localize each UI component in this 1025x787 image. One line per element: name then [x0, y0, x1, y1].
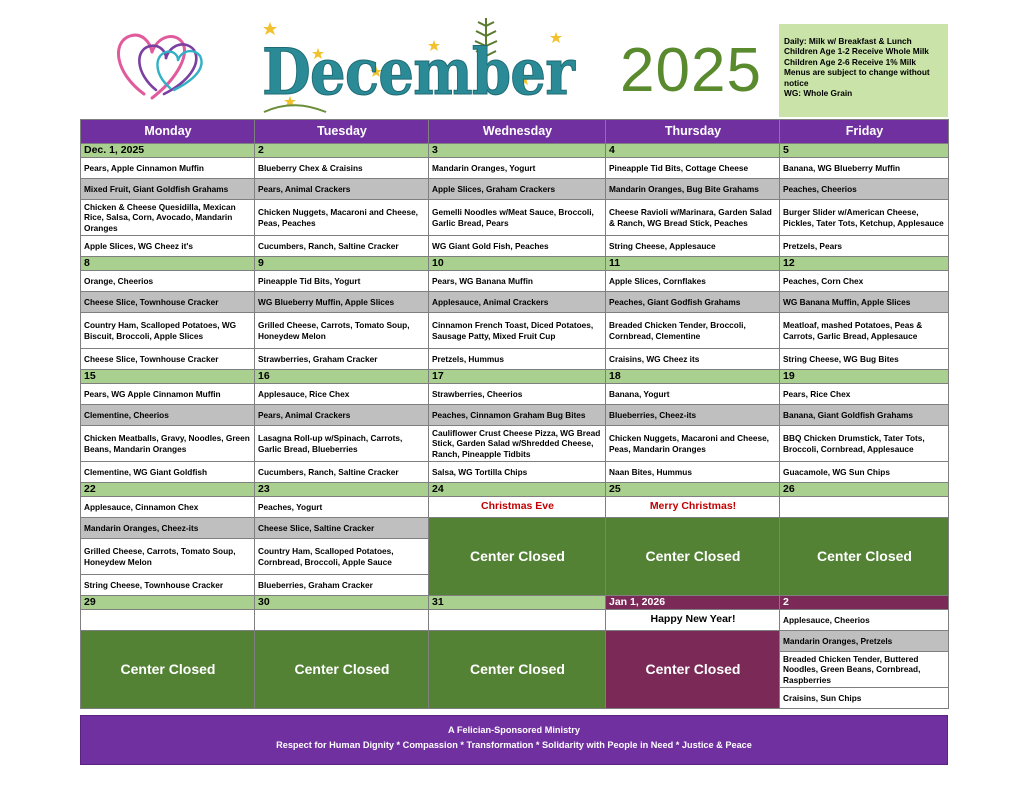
- breakfast-row: [81, 384, 949, 405]
- menu-cell: Guacamole, WG Sun Chips: [780, 462, 949, 483]
- snack-row: [81, 405, 949, 426]
- menu-cell: Cauliflower Crust Cheese Pizza, WG Bread Stick, Garden Salad w/Shredded Cheese, Ranch, Pineapple Tidbits: [429, 426, 606, 462]
- date-cell: 12: [780, 257, 949, 271]
- date-cell: Jan 1, 2026: [606, 596, 780, 610]
- day-header-friday: Friday: [780, 120, 949, 144]
- date-row: [81, 370, 949, 384]
- menu-cell: Craisins, WG Cheez its: [606, 349, 780, 370]
- menu-cell: Gemelli Noodles w/Meat Sauce, Broccoli, Garlic Bread, Pears: [429, 200, 606, 236]
- menu-cell: Cucumbers, Ranch, Saltine Cracker: [255, 462, 429, 483]
- menu-cell: Pears, WG Banana Muffin: [429, 271, 606, 292]
- month-title: [256, 14, 578, 118]
- menu-notes: [779, 24, 948, 117]
- menu-cell: Cucumbers, Ranch, Saltine Cracker: [255, 236, 429, 257]
- empty-cell: [255, 610, 429, 631]
- menu-cell: BBQ Chicken Drumstick, Tater Tots, Broccoli, Cornbread, Applesauce: [780, 426, 949, 462]
- menu-cell: Strawberries, Graham Cracker: [255, 349, 429, 370]
- date-cell: 11: [606, 257, 780, 271]
- menu-cell: Pears, Animal Crackers: [255, 179, 429, 200]
- menu-cell: String Cheese, Townhouse Cracker: [81, 575, 255, 596]
- year-label: 2025: [620, 36, 762, 105]
- menu-cell: Pineapple Tid Bits, Yogurt: [255, 271, 429, 292]
- date-cell: 8: [81, 257, 255, 271]
- weekday-header-row: [81, 120, 949, 144]
- menu-cell: WG Blueberry Muffin, Apple Slices: [255, 292, 429, 313]
- center-closed-block: Center Closed: [606, 518, 780, 596]
- holiday-label: Christmas Eve: [429, 497, 606, 518]
- menu-cell: Peaches, Cheerios: [780, 179, 949, 200]
- date-cell: 23: [255, 483, 429, 497]
- date-cell: 29: [81, 596, 255, 610]
- menu-cell: WG Banana Muffin, Apple Slices: [780, 292, 949, 313]
- footer-banner: [80, 715, 948, 765]
- menu-cell: Clementine, WG Giant Goldfish: [81, 462, 255, 483]
- afternoon-snack-row: [81, 236, 949, 257]
- empty-cell: [81, 610, 255, 631]
- menu-cell: Apple Slices, Cornflakes: [606, 271, 780, 292]
- menu-cell: Chicken Meatballs, Gravy, Noodles, Green Beans, Mandarin Oranges: [81, 426, 255, 462]
- center-closed-block: Center Closed: [429, 631, 606, 709]
- menu-cell: Grilled Cheese, Carrots, Tomato Soup, Honeydew Melon: [81, 539, 255, 575]
- menu-cell: Cinnamon French Toast, Diced Potatoes, Sausage Patty, Mixed Fruit Cup: [429, 313, 606, 349]
- menu-cell: Banana, WG Blueberry Muffin: [780, 158, 949, 179]
- menu-cell: Mandarin Oranges, Yogurt: [429, 158, 606, 179]
- menu-cell: Pretzels, Hummus: [429, 349, 606, 370]
- date-cell: 19: [780, 370, 949, 384]
- note-line: WG: Whole Grain: [784, 88, 853, 99]
- lunch-row: [81, 313, 949, 349]
- date-cell: 15: [81, 370, 255, 384]
- note-line: Menus are subject to change without: [784, 67, 930, 78]
- menu-cell: Pretzels, Pears: [780, 236, 949, 257]
- date-cell: 2: [780, 596, 949, 610]
- center-closed-block: Center Closed: [780, 518, 949, 596]
- menu-cell: Cheese Slice, Townhouse Cracker: [81, 349, 255, 370]
- footer-ministry: A Felician-Sponsored Ministry: [448, 725, 580, 735]
- menu-cell: Peaches, Giant Godfish Grahams: [606, 292, 780, 313]
- menu-cell: Peaches, Corn Chex: [780, 271, 949, 292]
- menu-cell: Mandarin Oranges, Pretzels: [780, 631, 949, 652]
- note-line: Children Age 1-2 Receive Whole Milk: [784, 46, 929, 57]
- menu-cell: Country Ham, Scalloped Potatoes, Cornbread, Broccoli, Apple Sauce: [255, 539, 429, 575]
- menu-cell: Orange, Cheerios: [81, 271, 255, 292]
- empty-cell: [780, 497, 949, 518]
- lunch-row: [81, 426, 949, 462]
- menu-cell: Grilled Cheese, Carrots, Tomato Soup, Honeydew Melon: [255, 313, 429, 349]
- center-closed-block: Center Closed: [606, 631, 780, 709]
- menu-cell: Applesauce, Cinnamon Chex: [81, 497, 255, 518]
- breakfast-row: [81, 271, 949, 292]
- day-header-wednesday: Wednesday: [429, 120, 606, 144]
- day-header-tuesday: Tuesday: [255, 120, 429, 144]
- menu-cell: Applesauce, Rice Chex: [255, 384, 429, 405]
- menu-cell: Pears, Animal Crackers: [255, 405, 429, 426]
- breakfast-row: [81, 610, 949, 631]
- date-cell: 30: [255, 596, 429, 610]
- lunch-row: [81, 200, 949, 236]
- menu-cell: Breaded Chicken Tender, Broccoli, Cornbread, Clementine: [606, 313, 780, 349]
- date-row: [81, 257, 949, 271]
- snack-row: [81, 292, 949, 313]
- date-cell: 4: [606, 144, 780, 158]
- menu-cell: Cheese Slice, Saltine Cracker: [255, 518, 429, 539]
- menu-cell: Pears, WG Apple Cinnamon Muffin: [81, 384, 255, 405]
- menu-cell: Chicken Nuggets, Macaroni and Cheese, Peas, Peaches: [255, 200, 429, 236]
- menu-cell: Peaches, Cinnamon Graham Bug Bites: [429, 405, 606, 426]
- date-cell: 24: [429, 483, 606, 497]
- date-cell: 17: [429, 370, 606, 384]
- menu-calendar: [80, 119, 949, 709]
- menu-cell: Breaded Chicken Tender, Buttered Noodles, Green Beans, Cornbread, Raspberries: [780, 652, 949, 688]
- day-header-thursday: Thursday: [606, 120, 780, 144]
- menu-cell: Blueberries, Graham Cracker: [255, 575, 429, 596]
- menu-cell: Apple Slices, WG Cheez it's: [81, 236, 255, 257]
- date-cell: 22: [81, 483, 255, 497]
- menu-cell: Applesauce, Animal Crackers: [429, 292, 606, 313]
- breakfast-row: [81, 158, 949, 179]
- date-cell: 10: [429, 257, 606, 271]
- footer-values: Respect for Human Dignity * Compassion * Transformation * Solidarity with People in Need * Justice & Peace: [276, 739, 752, 750]
- menu-cell: Craisins, Sun Chips: [780, 688, 949, 709]
- menu-cell: Pears, Apple Cinnamon Muffin: [81, 158, 255, 179]
- menu-cell: Chicken & Cheese Quesidilla, Mexican Rice, Salsa, Corn, Avocado, Mandarin Oranges: [81, 200, 255, 236]
- menu-cell: Lasagna Roll-up w/Spinach, Carrots, Garlic Bread, Blueberries: [255, 426, 429, 462]
- menu-cell: Blueberry Chex & Craisins: [255, 158, 429, 179]
- empty-cell: [429, 610, 606, 631]
- snack-row: [81, 179, 949, 200]
- menu-cell: Applesauce, Cheerios: [780, 610, 949, 631]
- menu-cell: Cheese Ravioli w/Marinara, Garden Salad & Ranch, WG Bread Stick, Peaches: [606, 200, 780, 236]
- menu-cell: Mixed Fruit, Giant Goldfish Grahams: [81, 179, 255, 200]
- breakfast-row: [81, 497, 949, 518]
- menu-cell: WG Giant Gold Fish, Peaches: [429, 236, 606, 257]
- date-cell: Dec. 1, 2025: [81, 144, 255, 158]
- snack-row: [81, 631, 949, 652]
- date-cell: 5: [780, 144, 949, 158]
- note-line: notice: [784, 77, 809, 88]
- date-row: [81, 483, 949, 497]
- center-closed-block: Center Closed: [81, 631, 255, 709]
- center-logo: [104, 20, 228, 116]
- center-closed-block: Center Closed: [255, 631, 429, 709]
- menu-cell: Mandarin Oranges, Cheez-its: [81, 518, 255, 539]
- menu-cell: Clementine, Cheerios: [81, 405, 255, 426]
- menu-cell: Chicken Nuggets, Macaroni and Cheese, Peas, Mandarin Oranges: [606, 426, 780, 462]
- menu-cell: Cheese Slice, Townhouse Cracker: [81, 292, 255, 313]
- menu-cell: Salsa, WG Tortilla Chips: [429, 462, 606, 483]
- date-cell: 25: [606, 483, 780, 497]
- menu-cell: Meatloaf, mashed Potatoes, Peas & Carrots, Garlic Bread, Applesauce: [780, 313, 949, 349]
- date-cell: 26: [780, 483, 949, 497]
- menu-cell: Naan Bites, Hummus: [606, 462, 780, 483]
- date-row: [81, 596, 949, 610]
- day-header-monday: Monday: [81, 120, 255, 144]
- menu-cell: String Cheese, Applesauce: [606, 236, 780, 257]
- date-cell: 18: [606, 370, 780, 384]
- date-row: [81, 144, 949, 158]
- date-cell: 31: [429, 596, 606, 610]
- snack-row: [81, 518, 949, 539]
- center-closed-block: Center Closed: [429, 518, 606, 596]
- menu-cell: Banana, Yogurt: [606, 384, 780, 405]
- afternoon-snack-row: [81, 462, 949, 483]
- menu-cell: Pears, Rice Chex: [780, 384, 949, 405]
- holiday-label: Happy New Year!: [606, 610, 780, 631]
- svg-text:December: December: [262, 35, 577, 110]
- menu-cell: Pineapple Tid Bits, Cottage Cheese: [606, 158, 780, 179]
- date-cell: 3: [429, 144, 606, 158]
- menu-cell: Blueberries, Cheez-its: [606, 405, 780, 426]
- note-line: Daily: Milk w/ Breakfast & Lunch: [784, 36, 912, 46]
- holiday-label: Merry Christmas!: [606, 497, 780, 518]
- menu-cell: Burger Slider w/American Cheese, Pickles, Tater Tots, Ketchup, Applesauce: [780, 200, 949, 236]
- menu-cell: String Cheese, WG Bug Bites: [780, 349, 949, 370]
- note-line: Children Age 2-6 Receive 1% Milk: [784, 56, 917, 67]
- afternoon-snack-row: [81, 349, 949, 370]
- menu-cell: Country Ham, Scalloped Potatoes, WG Biscuit, Broccoli, Apple Slices: [81, 313, 255, 349]
- date-cell: 2: [255, 144, 429, 158]
- menu-cell: Banana, Giant Goldfish Grahams: [780, 405, 949, 426]
- menu-cell: Peaches, Yogurt: [255, 497, 429, 518]
- menu-cell: Apple Slices, Graham Crackers: [429, 179, 606, 200]
- menu-cell: Mandarin Oranges, Bug Bite Grahams: [606, 179, 780, 200]
- menu-cell: Strawberries, Cheerios: [429, 384, 606, 405]
- date-cell: 9: [255, 257, 429, 271]
- date-cell: 16: [255, 370, 429, 384]
